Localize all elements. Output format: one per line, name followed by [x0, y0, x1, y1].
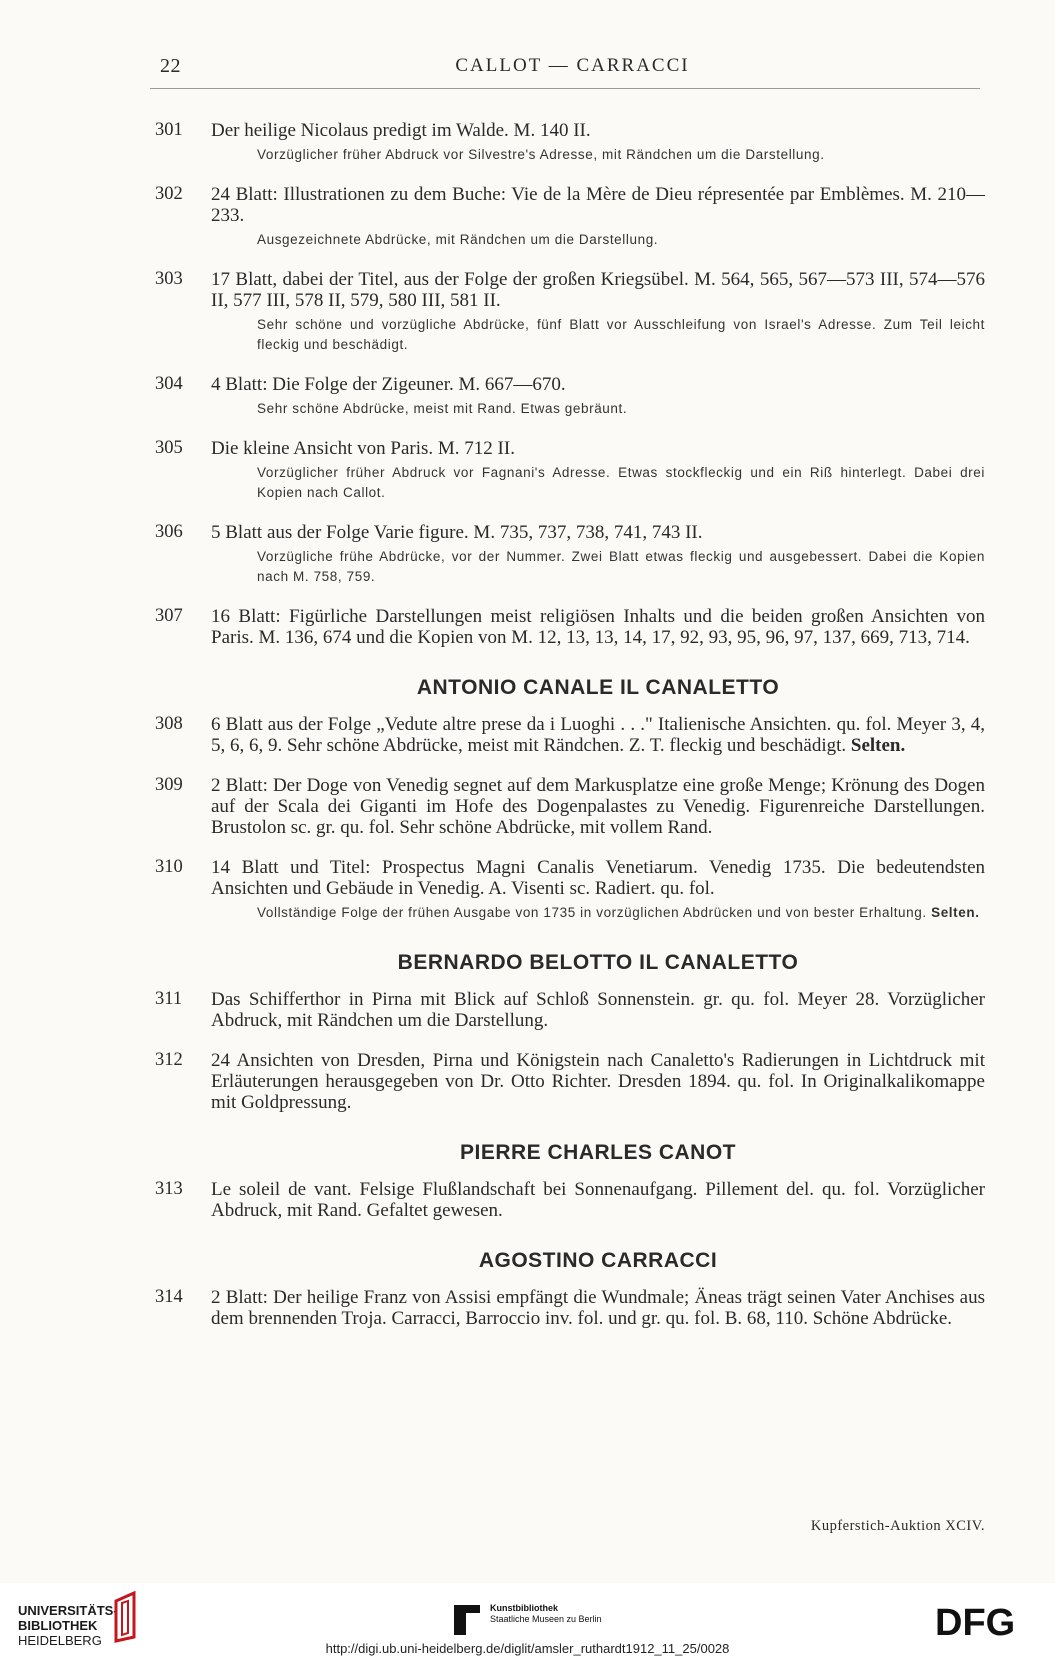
entry-description [211, 989, 985, 1031]
dfg-logo-text: DFG [935, 1603, 1016, 1639]
entry-number: 308 [155, 714, 183, 734]
entry-description [211, 775, 985, 838]
entry-description-text: Die kleine Ansicht von Paris. M. 712 II. [211, 438, 515, 459]
entry-condition-note [211, 399, 985, 419]
entry-condition-note [211, 903, 985, 923]
catalogue-entry [155, 522, 985, 587]
catalogue-entry [155, 606, 985, 648]
entry-condition-note-text: Vollständige Folge der frühen Ausgabe von 1735 in vorzüglichen Abdrücken und von bester Erhaltung. [257, 905, 927, 920]
entry-condition-note [211, 547, 985, 587]
kb-line-2: Staatliche Museen zu Berlin [490, 1614, 602, 1624]
entry-rarity-mark: Selten. [850, 735, 906, 756]
entry-number: 302 [155, 184, 183, 204]
entry-number: 309 [155, 775, 183, 795]
footer-bar [0, 1583, 1055, 1661]
entry-number: 304 [155, 374, 183, 394]
entry-number: 306 [155, 522, 183, 542]
entry-condition-note-text: Vorzüglicher früher Abdruck vor Fagnani's Adresse. Etwas stockfleckig und ein Riß hinterlegt. Dabei drei Kopien nach Callot. [257, 465, 985, 500]
entry-description-text: Das Schifferthor in Pirna mit Blick auf Schloß Sonnenstein. gr. qu. fol. Meyer 28. Vorzüglicher Abdruck, mit Rändchen um die Darstellung. [211, 989, 985, 1031]
catalogue-entry [155, 374, 985, 419]
entry-description [211, 522, 985, 543]
entry-description [211, 1050, 985, 1113]
entry-description [211, 269, 985, 311]
entry-condition-note-text: Sehr schöne Abdrücke, meist mit Rand. Etwas gebräunt. [257, 401, 628, 416]
catalogue-entry [155, 775, 985, 838]
ub-line-3: HEIDELBERG [18, 1633, 102, 1648]
catalogue-entry [155, 184, 985, 250]
entry-description-text: 24 Ansichten von Dresden, Pirna und Königstein nach Canaletto's Radierungen in Lichtdruck mit Erläuterungen herausgegeben von Dr. Otto Richter. Dresden 1894. qu. fol. In Originalkalikomappe mit Goldpressung. [211, 1050, 985, 1113]
entry-condition-note-text: Vorzügliche frühe Abdrücke, vor der Nummer. Zwei Blatt etwas fleckig und ausgebessert. Dabei die Kopien nach M. 758, 759. [257, 549, 985, 584]
entries-callot [155, 120, 985, 648]
section-heading-belotto: BERNARDO BELOTTO IL CANALETTO [397, 951, 799, 974]
entries-carracci [155, 1287, 985, 1329]
entry-description-text: 17 Blatt, dabei der Titel, aus der Folge der großen Kriegsübel. M. 564, 565, 567—573 III, 574—576 II, 577 III, 578 II, 579, 580 III, 581 II. [211, 269, 985, 311]
entry-description-text: 24 Blatt: Illustrationen zu dem Buche: Vie de la Mère de Dieu répresentée par Emblèmes. M. 210—233. [211, 184, 985, 226]
entry-description-text: 14 Blatt und Titel: Prospectus Magni Canalis Venetiarum. Venedig 1735. Die bedeutendsten Ansichten und Gebäude in Venedig. A. Visenti sc. Radiert. qu. fol. [211, 857, 985, 899]
entry-number: 314 [155, 1287, 183, 1307]
section-heading-canaletto: ANTONIO CANALE IL CANALETTO [416, 676, 780, 699]
page-number: 22 [160, 55, 181, 77]
entry-description [211, 1287, 985, 1329]
entry-description [211, 714, 985, 756]
entry-condition-note [211, 315, 985, 355]
page-header [160, 55, 985, 85]
entry-description [211, 606, 985, 648]
catalogue-entry [155, 714, 985, 756]
entry-number: 301 [155, 120, 183, 140]
entries-canot [155, 1179, 985, 1221]
signature-line: Kupferstich-Auktion XCIV. [810, 1518, 985, 1534]
entry-description [211, 438, 985, 459]
entries-canaletto [155, 714, 985, 923]
entry-number: 312 [155, 1050, 183, 1070]
ub-heidelberg-logo-icon [112, 1591, 140, 1643]
catalogue-entry [155, 857, 985, 923]
entry-rarity-mark: Selten. [931, 905, 980, 920]
catalogue-entry [155, 1050, 985, 1113]
catalogue-entry [155, 438, 985, 503]
entry-condition-note [211, 145, 985, 165]
entry-condition-note-text: Sehr schöne und vorzügliche Abdrücke, fünf Blatt vor Ausschleifung von Israel's Adresse. Zum Teil leicht fleckig und beschädigt. [257, 317, 985, 352]
section-heading-carracci: AGOSTINO CARRACCI [478, 1249, 718, 1272]
section-heading-canot: PIERRE CHARLES CANOT [459, 1141, 737, 1164]
entry-condition-note [211, 463, 985, 503]
kunstbibliothek-logo-icon [450, 1603, 484, 1637]
entry-number: 310 [155, 857, 183, 877]
kunstbibliothek-logo-text [490, 1603, 602, 1625]
entries-belotto [155, 989, 985, 1113]
catalogue-entry [155, 269, 985, 355]
entry-description-text: Le soleil de vant. Felsige Flußlandschaft bei Sonnenaufgang. Pillement del. qu. fol. Vorzüglicher Abdruck, mit Rand. Gefaltet gewesen. [211, 1179, 985, 1221]
catalogue-entry [155, 120, 985, 165]
entry-description-text: 16 Blatt: Figürliche Darstellungen meist religiösen Inhalts und die beiden großen Ansichten von Paris. M. 136, 674 und die Kopien von M. 12, 13, 13, 14, 17, 92, 93, 95, 96, 97, 137, 669, 713, 714. [211, 606, 985, 648]
entry-description-text: 2 Blatt: Der heilige Franz von Assisi empfängt die Wundmale; Äneas trägt seinen Vater Anchises aus dem brennenden Troja. Carracci, Barroccio inv. fol. und gr. qu. fol. B. 68, 110. Schöne Abdrücke. [211, 1287, 985, 1329]
catalogue-entry [155, 1287, 985, 1329]
catalogue-entry [155, 989, 985, 1031]
entry-description-text: 6 Blatt aus der Folge „Vedute altre prese da i Luoghi . . ." Italienische Ansichten. qu. fol. Meyer 3, 4, 5, 6, 6, 9. Sehr schöne Abdrücke, meist mit Rändchen. Z. T. fleckig und beschädigt. [211, 714, 985, 756]
catalogue-entry [155, 1179, 985, 1221]
entry-condition-note [211, 230, 985, 250]
entry-description-text: 2 Blatt: Der Doge von Venedig segnet auf dem Markusplatze eine große Menge; Krönung des Dogen auf der Scala dei Giganti im Hofe des Dogenpalastes zu Venedig. Figurenreiche Darstellungen. Brustolon sc. gr. qu. fol. Sehr schöne Abdrücke, mit vollem Rand. [211, 775, 985, 838]
entry-description [211, 374, 985, 395]
ub-line-1: UNIVERSITÄTS- [18, 1603, 118, 1618]
entry-description [211, 184, 985, 226]
permalink-url[interactable]: http://digi.ub.uni-heidelberg.de/diglit/amsler_ruthardt1912_11_25/0028 [325, 1641, 730, 1656]
entry-description-text: 4 Blatt: Die Folge der Zigeuner. M. 667—670. [211, 374, 566, 395]
header-rule [150, 88, 980, 89]
entry-condition-note-text: Vorzüglicher früher Abdruck vor Silvestre's Adresse, mit Rändchen um die Darstellung. [257, 147, 825, 162]
entry-description-text: Der heilige Nicolaus predigt im Walde. M. 140 II. [211, 120, 591, 141]
dfg-logo [935, 1603, 1035, 1639]
running-head: CALLOT — CARRACCI [455, 55, 690, 76]
entry-number: 313 [155, 1179, 183, 1199]
entry-number: 303 [155, 269, 183, 289]
entry-description [211, 1179, 985, 1221]
ub-line-2: BIBLIOTHEK [18, 1618, 98, 1633]
catalogue-content [155, 120, 985, 1348]
entry-description-text: 5 Blatt aus der Folge Varie figure. M. 735, 737, 738, 741, 743 II. [211, 522, 703, 543]
entry-number: 311 [155, 989, 183, 1009]
kb-line-1: Kunstbibliothek [490, 1603, 558, 1613]
entry-condition-note-text: Ausgezeichnete Abdrücke, mit Rändchen um die Darstellung. [257, 232, 659, 247]
entry-description [211, 120, 985, 141]
entry-number: 305 [155, 438, 183, 458]
entry-description [211, 857, 985, 899]
entry-number: 307 [155, 606, 183, 626]
